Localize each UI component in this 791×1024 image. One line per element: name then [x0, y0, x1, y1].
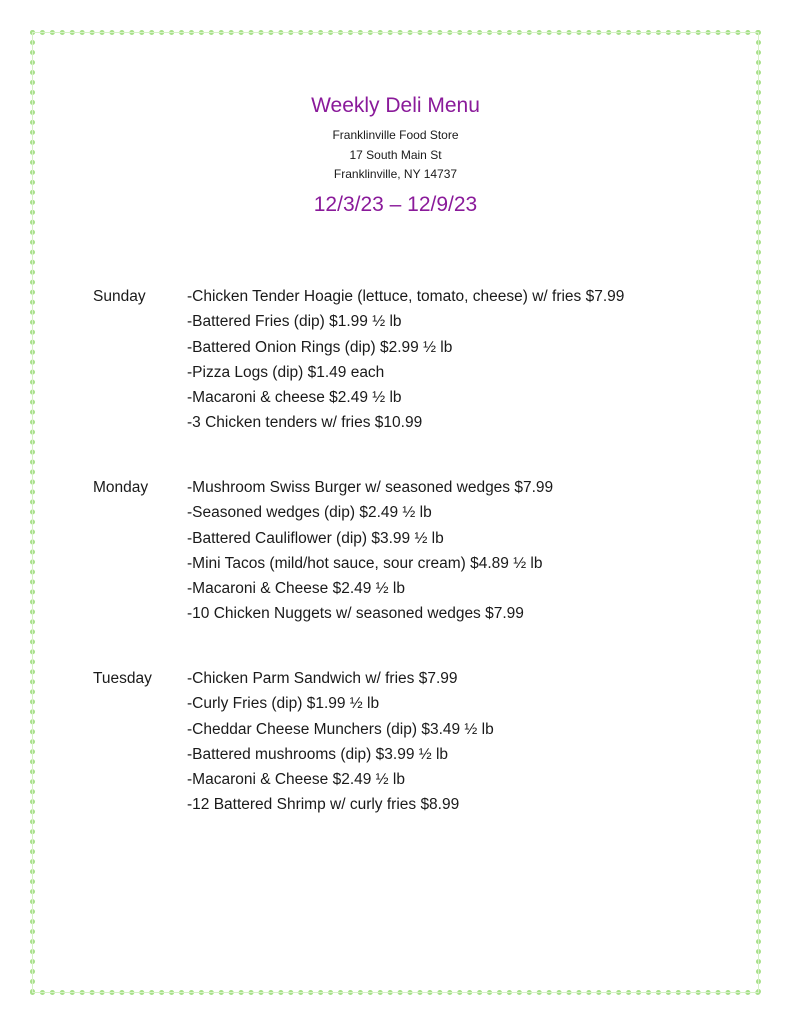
menu-item: -Macaroni & cheese $2.49 ½ lb — [187, 389, 402, 407]
menu-item: -Battered Onion Rings (dip) $2.99 ½ lb — [187, 338, 453, 356]
menu-item: -Seasoned wedges (dip) $2.49 ½ lb — [187, 504, 432, 522]
menu-item: -Macaroni & Cheese $2.49 ½ lb — [187, 580, 405, 598]
date-range: 12/3/23 – 12/9/23 — [313, 192, 478, 216]
menu-item: -Mini Tacos (mild/hot sauce, sour cream) $4.89 ½ lb — [187, 554, 543, 572]
day-name: Tuesday — [93, 670, 152, 687]
address-line-1: 17 South Main St — [349, 147, 442, 162]
day-name: Sunday — [93, 288, 146, 305]
menu-item: -12 Battered Shrimp w/ curly fries $8.99 — [187, 796, 460, 814]
store-name: Franklinville Food Store — [332, 128, 459, 142]
menu-item: -Curly Fries (dip) $1.99 ½ lb — [187, 695, 380, 713]
menu-item: -Macaroni & Cheese $2.49 ½ lb — [187, 771, 405, 789]
menu-item: -Battered mushrooms (dip) $3.99 ½ lb — [187, 745, 449, 763]
menu-item: -3 Chicken tenders w/ fries $10.99 — [187, 414, 423, 432]
menu-item-list — [187, 666, 494, 818]
menu-item: -Chicken Tender Hoagie (lettuce, tomato, cheese) w/ fries $7.99 — [187, 288, 625, 305]
address-line-2: Franklinville, NY 14737 — [333, 167, 458, 181]
menu-item: -Cheddar Cheese Munchers (dip) $3.49 ½ lb — [187, 720, 494, 738]
menu-item: -Pizza Logs (dip) $1.49 each — [187, 363, 385, 381]
menu-item-list — [187, 475, 553, 627]
menu-item: -Mushroom Swiss Burger w/ seasoned wedges $7.99 — [187, 479, 554, 496]
menu-item: -Battered Cauliflower (dip) $3.99 ½ lb — [187, 529, 444, 547]
menu-item: -Battered Fries (dip) $1.99 ½ lb — [187, 313, 402, 331]
page-title: Weekly Deli Menu — [311, 94, 480, 117]
menu-header — [0, 92, 791, 219]
menu-item: -10 Chicken Nuggets w/ seasoned wedges $7.99 — [187, 605, 524, 623]
day-name: Monday — [93, 479, 149, 496]
menu-item: -Chicken Parm Sandwich w/ fries $7.99 — [187, 670, 458, 687]
menu-item-list — [187, 284, 624, 436]
